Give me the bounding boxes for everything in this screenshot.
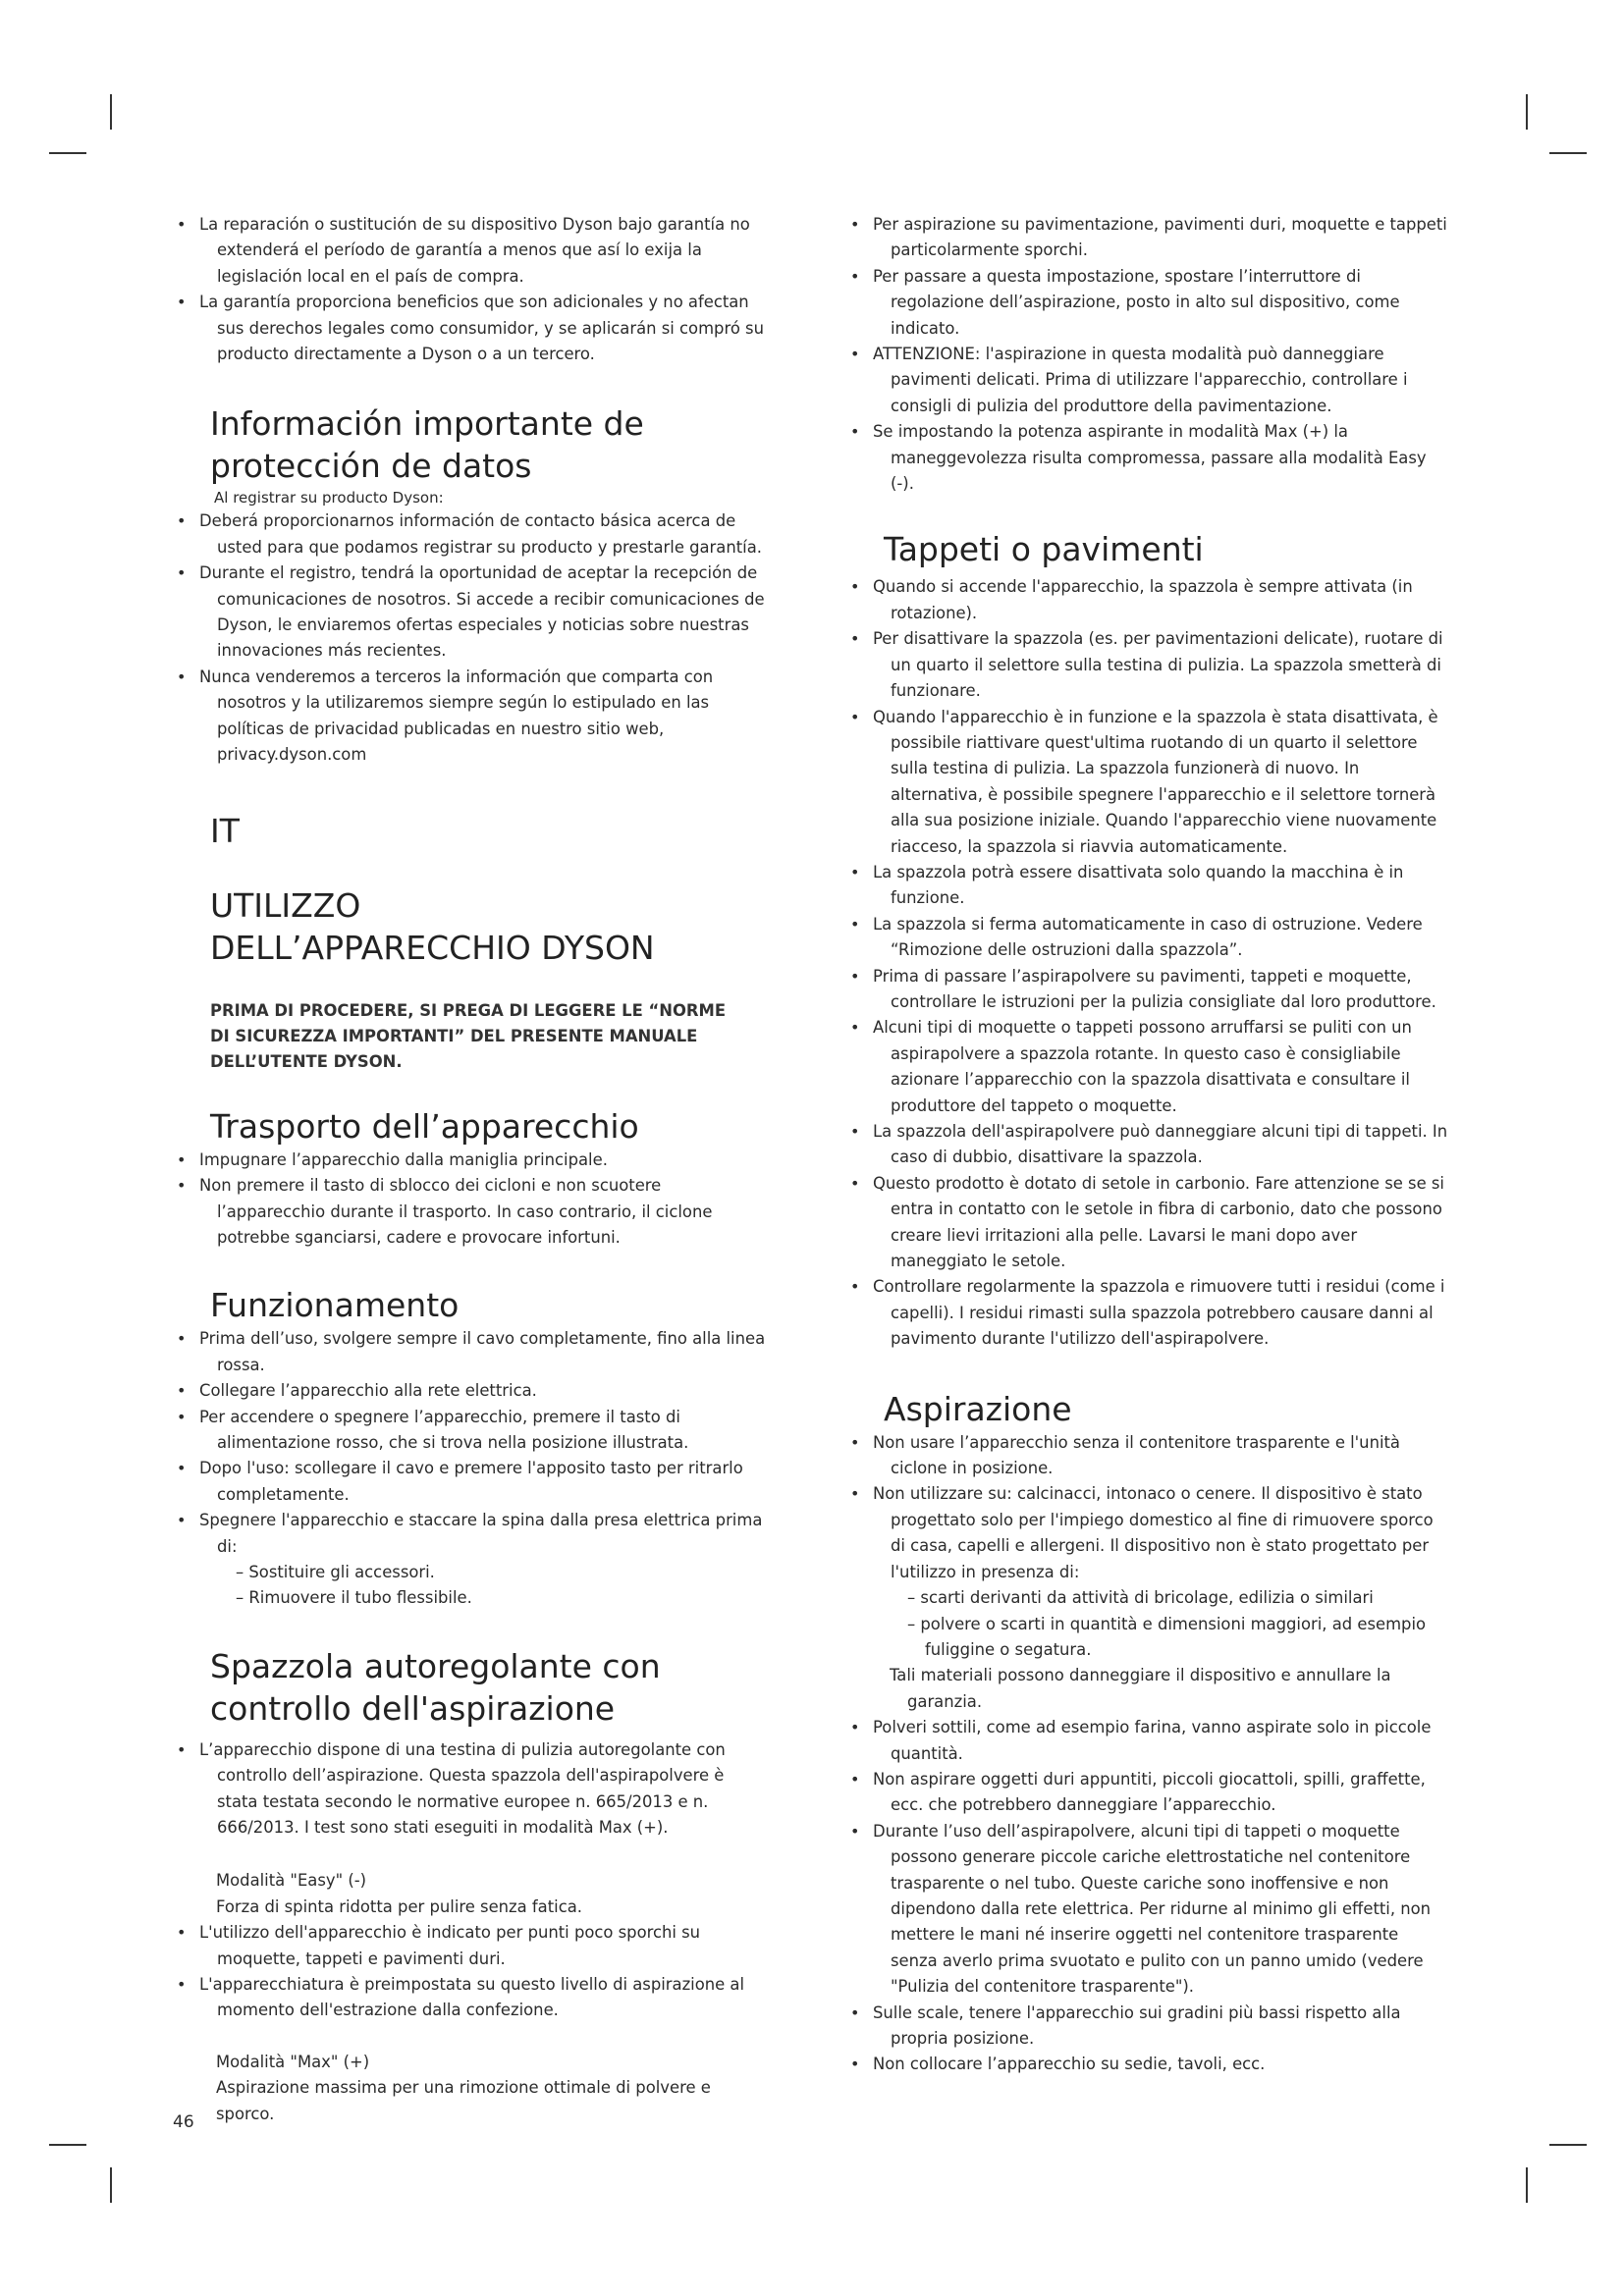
operation-list: [177, 1326, 766, 1560]
easy-mode-heading: Modalità "Easy" (-): [216, 1871, 367, 1891]
transport-title: Trasporto dell’apparecchio: [210, 1106, 639, 1146]
list-item: • L'utilizzo dell'apparecchio è indicato per punti poco sporchi su moquette, tappeti e pavimenti duri.: [177, 1920, 766, 1972]
list-item: • Quando si accende l'apparecchio, la spazzola è sempre attivata (in rotazione).: [850, 574, 1449, 626]
list-item: • Polveri sottili, come ad esempio farina, vanno aspirate solo in piccole quantità.: [850, 1715, 1449, 1767]
list-item: • Per disattivare la spazzola (es. per pavimentazioni delicate), ruotare di un quarto il selettore sulla testina di pulizia. La spazzola smetterà di funzionare.: [850, 626, 1449, 704]
crop-mark-bottom-right-v: [1526, 2167, 1528, 2203]
suction-sublist: [907, 1585, 1449, 1663]
sub-list-item: – Sostituire gli accessori.: [236, 1560, 766, 1585]
list-item: • La spazzola dell'aspirapolvere può danneggiare alcuni tipi di tappeti. In caso di dubbio, disattivare la spazzola.: [850, 1119, 1449, 1171]
list-item: • ATTENZIONE: l'aspirazione in questa modalità può danneggiare pavimenti delicati. Prima di utilizzare l'apparecchio, controllare i consigli di pulizia del produttore della pavimentazione.: [850, 342, 1449, 419]
brush-list: [177, 1737, 766, 1842]
rugs-title: Tappeti o pavimenti: [884, 530, 1204, 569]
list-item: • La spazzola si ferma automaticamente in caso di ostruzione. Vedere “Rimozione delle ostruzioni dalla spazzola”.: [850, 912, 1449, 964]
list-item: • Sulle scale, tenere l'apparecchio sui gradini più bassi rispetto alla propria posizione.: [850, 2001, 1449, 2053]
crop-mark-top-left-v: [110, 94, 112, 130]
list-item: • Non premere il tasto di sblocco dei cicloni e non scuotere l’apparecchio durante il trasporto. In caso contrario, il ciclone potrebbe sganciarsi, cadere e provocare infortuni.: [177, 1173, 766, 1251]
list-item: • Collegare l’apparecchio alla rete elettrica.: [177, 1378, 766, 1404]
operation-title: Funzionamento: [210, 1286, 460, 1325]
main-title: UTILIZZO DELL’APPARECCHIO DYSON: [210, 885, 655, 967]
list-item: • Per aspirazione su pavimentazione, pavimenti duri, moquette e tappeti particolarmente sporchi.: [850, 212, 1449, 264]
es-warranty-list: [177, 212, 766, 367]
crop-mark-bottom-right-h: [1549, 2144, 1587, 2146]
transport-list: [177, 1148, 766, 1252]
crop-mark-top-right-h: [1549, 152, 1587, 154]
list-item: • Alcuni tipi di moquette o tappeti possono arruffarsi se puliti con un aspirapolvere a spazzola rotante. In questo caso è consigliabile azionare l’apparecchio con la spazzola disattivata e consultare il produttore del tappeto o moquette.: [850, 1015, 1449, 1119]
list-item: • La spazzola potrà essere disattivata solo quando la macchina è in funzione.: [850, 860, 1449, 912]
list-item: • L’apparecchio dispone di una testina di pulizia autoregolante con controllo dell’aspirazione. Questa spazzola dell'aspirapolvere è stata testata secondo le normative europee n. 665/2013 e n. 666/2013. I test sono stati eseguiti in modalità Max (+).: [177, 1737, 766, 1842]
list-item: • Questo prodotto è dotato di setole in carbonio. Fare attenzione se se si entra in contatto con le setole in fibra di carbonio, dato che possono creare lievi irritazioni alla pelle. Lavarsi le mani dopo aver maneggiato le setole.: [850, 1171, 1449, 1275]
max-mode-list: [850, 212, 1449, 497]
list-item: • Prima di passare l’aspirapolvere su pavimenti, tappeti e moquette, controllare le istruzioni per la pulizia consigliate dal loro produttore.: [850, 964, 1449, 1016]
rugs-list: [850, 574, 1449, 1352]
easy-mode-desc: Forza di spinta ridotta per pulire senza fatica.: [216, 1896, 582, 1916]
crop-mark-bottom-left-v: [110, 2167, 112, 2203]
list-item: • La reparación o sustitución de su dispositivo Dyson bajo garantía no extenderá el período de garantía a menos que así lo exija la legislación local en el país de compra.: [177, 212, 766, 290]
list-item: • Quando l'apparecchio è in funzione e la spazzola è stata disattivata, è possibile riattivare quest'ultima ruotando di un quarto il selettore sulla testina di pulizia. La spazzola funzionerà di nuovo. In alternativa, è possibile spegnere l'apparecchio e il selettore tornerà alla sua posizione iniziale. Quando l'apparecchio viene nuovamente riacceso, la spazzola si riavvia automaticamente.: [850, 705, 1449, 860]
suction-list-a: [850, 1430, 1449, 1585]
es-data-title: Información importante de protección de datos: [210, 404, 644, 486]
crop-mark-bottom-left-h: [49, 2144, 86, 2146]
sub-list-item: – Rimuovere il tubo flessibile.: [236, 1585, 766, 1611]
max-mode-desc: Aspirazione massima per una rimozione ottimale di polvere e sporco.: [216, 2078, 711, 2123]
list-item: • Prima dell’uso, svolgere sempre il cavo completamente, fino alla linea rossa.: [177, 1326, 766, 1378]
brush-title: Spazzola autoregolante con controllo dell'aspirazione: [210, 1646, 661, 1728]
list-item: • Deberá proporcionarnos información de contacto básica acerca de usted para que podamos registrar su producto y prestarle garantía.: [177, 508, 766, 561]
list-item: • Dopo l'uso: scollegare il cavo e premere l'apposito tasto per ritrarlo completamente.: [177, 1456, 766, 1508]
list-item: • La garantía proporciona beneficios que son adicionales y no afectan sus derechos legales como consumidor, y se aplicarán si compró su producto directamente a Dyson o a un tercero.: [177, 290, 766, 367]
es-data-intro: Al registrar su producto Dyson:: [214, 489, 444, 507]
list-item: • Se impostando la potenza aspirante in modalità Max (+) la maneggevolezza risulta compromessa, passare alla modalità Easy (-).: [850, 419, 1449, 497]
crop-mark-top-left-h: [49, 152, 86, 154]
operation-sublist: [236, 1560, 766, 1612]
language-code: IT: [210, 811, 240, 850]
list-item: • Non utilizzare su: calcinacci, intonaco o cenere. Il dispositivo è stato progettato solo per l'impiego domestico al fine di rimuovere sporco di casa, capelli e allergeni. Il dispositivo non è stato progettato per l'utilizzo in presenza di:: [850, 1481, 1449, 1585]
list-item: • Controllare regolarmente la spazzola e rimuovere tutti i residui (come i capelli). I residui rimasti sulla spazzola potrebbero causare danni al pavimento durante l'utilizzo dell'aspirapolvere.: [850, 1274, 1449, 1352]
list-item: • Per accendere o spegnere l’apparecchio, premere il tasto di alimentazione rosso, che si trova nella posizione illustrata.: [177, 1405, 766, 1457]
left-column: [177, 212, 766, 2127]
easy-mode-list: [177, 1920, 766, 2024]
list-item: • L'apparecchiatura è preimpostata su questo livello di aspirazione al momento dell'estrazione dalla confezione.: [177, 1972, 766, 2024]
list-item: • Non collocare l’apparecchio su sedie, tavoli, ecc.: [850, 2052, 1449, 2077]
list-item: • Non aspirare oggetti duri appuntiti, piccoli giocattoli, spilli, graffette, ecc. che potrebbero danneggiare l’apparecchio.: [850, 1767, 1449, 1819]
right-column: [850, 212, 1449, 2078]
safety-notice: PRIMA DI PROCEDERE, SI PREGA DI LEGGERE LE “NORME DI SICUREZZA IMPORTANTI” DEL PRESENTE MANUALE DELL’UTENTE DYSON.: [210, 1000, 727, 1072]
suction-title: Aspirazione: [884, 1389, 1072, 1428]
suction-list-b: [850, 1715, 1449, 2078]
list-item: • Spegnere l'apparecchio e staccare la spina dalla presa elettrica prima di:: [177, 1508, 766, 1560]
suction-note: Tali materiali possono danneggiare il dispositivo e annullare la garanzia.: [890, 1666, 1391, 1711]
list-item: • Impugnare l’apparecchio dalla maniglia principale.: [177, 1148, 766, 1173]
crop-mark-top-right-v: [1526, 94, 1528, 130]
list-item: • Non usare l’apparecchio senza il contenitore trasparente e l'unità ciclone in posizione.: [850, 1430, 1449, 1482]
list-item: • Nunca venderemos a terceros la información que comparta con nosotros y la utilizaremos siempre según lo estipulado en las políticas de privacidad publicadas en nuestro sitio web, privacy.dyson.com: [177, 665, 766, 769]
list-item: • Durante el registro, tendrá la oportunidad de aceptar la recepción de comunicaciones de nosotros. Si accede a recibir comunicaciones de Dyson, le enviaremos ofertas especiales y noticias sobre nuestras innovaciones más recientes.: [177, 561, 766, 665]
sub-list-item: – polvere o scarti in quantità e dimensioni maggiori, ad esempio fuliggine o segatura.: [907, 1612, 1449, 1664]
list-item: • Durante l’uso dell’aspirapolvere, alcuni tipi di tappeti o moquette possono generare piccole cariche elettrostatiche nel contenitore trasparente o nel tubo. Queste cariche sono inoffensive e non dipendono dalla rete elettrica. Per ridurne al minimo gli effetti, non mettere le mani né inserire oggetti nel contenitore trasparente senza averlo prima svuotato e pulito con un panno umido (vedere "Pulizia del contenitore trasparente").: [850, 1819, 1449, 2001]
sub-list-item: – scarti derivanti da attività di bricolage, edilizia o similari: [907, 1585, 1449, 1611]
page-number: 46: [173, 2112, 194, 2132]
max-mode-heading: Modalità "Max" (+): [216, 2052, 370, 2071]
es-data-list: [177, 508, 766, 768]
list-item: • Per passare a questa impostazione, spostare l’interruttore di regolazione dell’aspirazione, posto in alto sul dispositivo, come indicato.: [850, 264, 1449, 342]
